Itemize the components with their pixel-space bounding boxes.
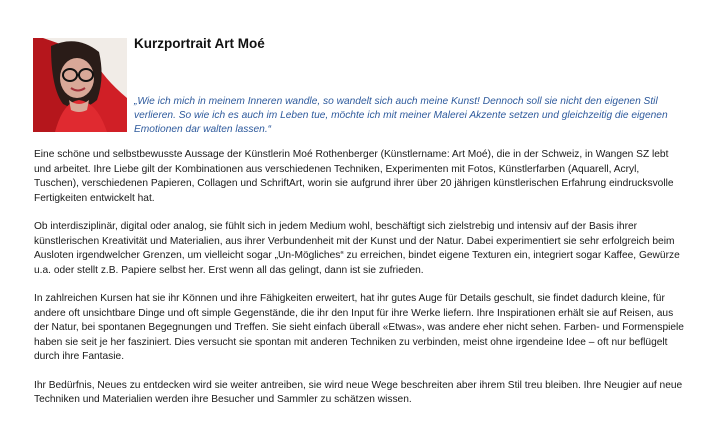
paragraph: Ob interdisziplinär, digital oder analog, sie fühlt sich in jedem Medium wohl, beschäftigt sich zielstrebig und intensiv auf der Basis ihrer künstlerischen Kreativität und Materialien, aus ihrer Verbundenheit mit der Kunst und der Natur. Dabei experimentiert sie sehr erfolgreich beim Ausloten irgendwelcher Grenzen, um vielleicht sogar „Un-Mögliches“ zu erreichen, bindet eigene Texturen ein, integriert sogar Kaffee, Gewürze u.a. oder stellt z.B. Papiere selbst her. Erst wenn all das gelingt, dann ist sie zufrieden. bbox=[34, 221, 680, 276]
portrait-icon bbox=[33, 38, 127, 132]
paragraph: Ihr Bedürfnis, Neues zu entdecken wird sie weiter antreiben, sie wird neue Wege beschreiten aber ihrem Stil treu bleiben. Ihre Neugier auf neue Techniken und Materialien werden ihre Besucher und Sammler zu schätzen wissen. bbox=[34, 379, 683, 405]
paragraph: Eine schöne und selbstbewusste Aussage der Künstlerin Moé Rothenberger (Künstlername: Art Moé), die in der Schweiz, in Wangen SZ lebt und arbeitet. Ihre Liebe gilt der Kombinationen aus verschiedenen Techniken, Experimenten mit Fotos, Künstlerfarben (Aquarell, Acryl, Tuschen), verschiedenen Papieren, Collagen und SchriftArt, worin sie aufgrund ihrer über 20 jährigen künstlerischen Erfahrung eindrucksvolle Fertigkeiten entwickelt hat. bbox=[34, 149, 674, 204]
portrait-photo bbox=[33, 38, 127, 132]
body-text bbox=[34, 148, 686, 422]
artist-quote: „Wie ich mich in meinem Inneren wandle, so wandelt sich auch meine Kunst! Dennoch soll sie nicht den eigenen Stil verlieren. So wie ich es auch im Leben tue, möchte ich mit meiner Malerei Akzente setzen und gleichzeitig die eigenen Emotionen dar walten lassen.“ bbox=[134, 96, 668, 135]
paragraph: In zahlreichen Kursen hat sie ihr Können und ihre Fähigkeiten erweitert, hat ihr gutes Auge für Details geschult, sie findet dadurch kleine, für andere oft unsichtbare Dinge und oft simple Gegenstände, die ihr den Input für ihre Werke liefern. Ihre Inspirationen erhält sie auf Reisen, aus der Natur, bei spontanen Begegnungen und Treffen. Sie sieht einfach überall «Etwas», was andere eher nicht sehen. Farben- und Formenspiele haben sie seit je her fasziniert. Dies versucht sie spontan mit anderen Techniken zu verbinden, meist ohne irgendeine Idee – oft nur beflügelt durch ihre Fantasie. bbox=[34, 293, 684, 362]
page-title: Kurzportrait Art Moé bbox=[134, 36, 265, 51]
